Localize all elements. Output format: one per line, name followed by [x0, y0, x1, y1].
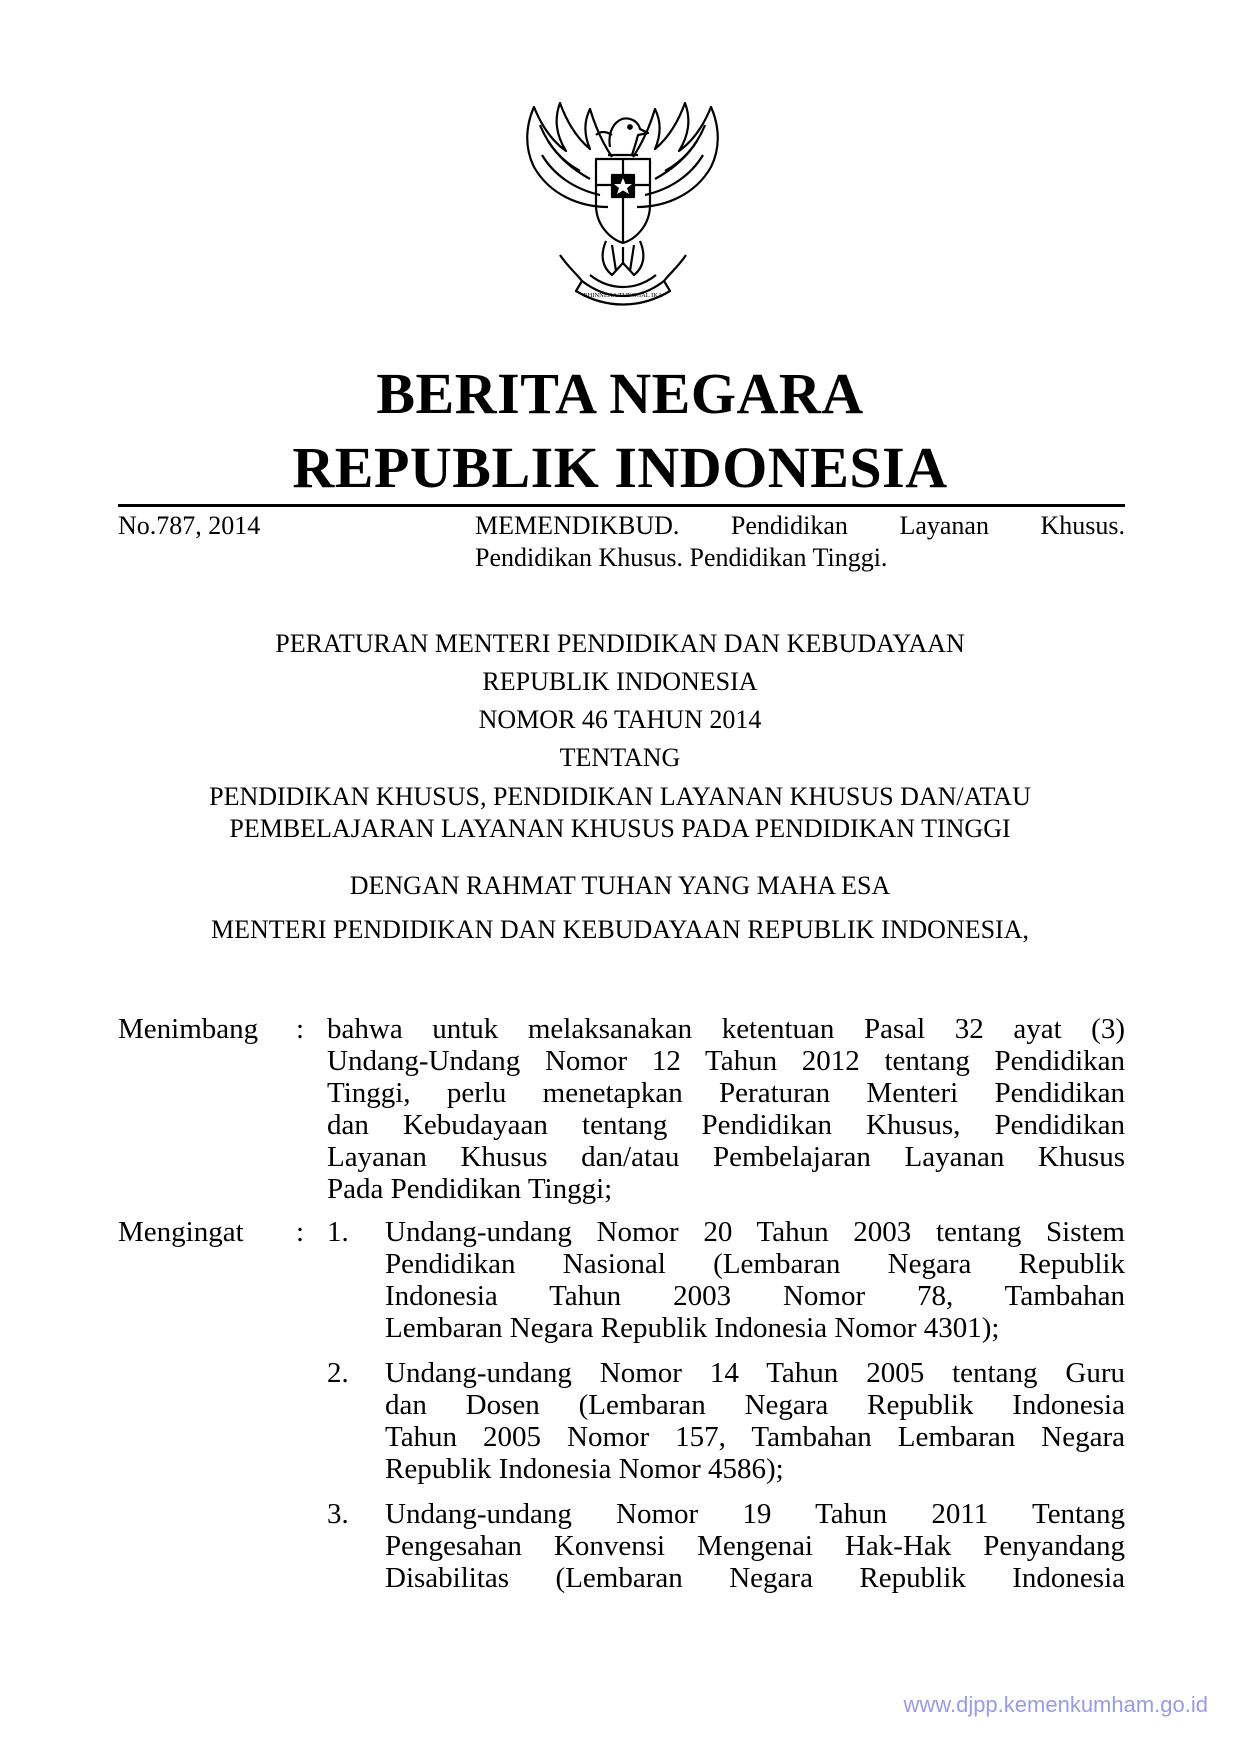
menimbang-text — [327, 1013, 1125, 1205]
text-line: Undang-Undang Nomor 12 Tahun 2012 tentang Pendidikan — [327, 1045, 1125, 1077]
mengingat-colon: : — [296, 1216, 305, 1248]
gazette-title-line2: REPUBLIK INDONESIA — [292, 435, 948, 500]
text-line: Disabilitas (Lembaran Negara Republik Indonesia — [385, 1562, 1125, 1594]
regulation-subject-line: PENDIDIKAN KHUSUS, PENDIDIKAN LAYANAN KHUSUS DAN/ATAU — [209, 782, 1031, 811]
menimbang-colon: : — [296, 1013, 305, 1045]
regulation-title-line: PERATURAN MENTERI PENDIDIKAN DAN KEBUDAYAAN — [275, 629, 965, 658]
list-item-number: 3. — [327, 1498, 349, 1530]
header-divider — [118, 504, 1125, 507]
list-item-number: 2. — [327, 1357, 349, 1389]
gazette-subject — [475, 510, 1125, 574]
menimbang-label: Menimbang — [118, 1013, 259, 1045]
text-line: Pada Pendidikan Tinggi; — [327, 1173, 613, 1205]
text-line: Indonesia Tahun 2003 Nomor 78, Tambahan — [385, 1280, 1125, 1312]
text-line: Tahun 2005 Nomor 157, Tambahan Lembaran Negara — [385, 1421, 1125, 1453]
text-line: Lembaran Negara Republik Indonesia Nomor 4301); — [385, 1312, 1000, 1344]
regulation-title-line: REPUBLIK INDONESIA — [482, 667, 758, 696]
text-line: Pengesahan Konvensi Mengenai Hak-Hak Penyandang — [385, 1530, 1125, 1562]
list-item — [385, 1357, 1125, 1485]
list-item — [385, 1498, 1125, 1594]
issuer: MENTERI PENDIDIKAN DAN KEBUDAYAAN REPUBLIK INDONESIA, — [210, 915, 1029, 944]
footer-url: www.djpp.kemenkumham.go.id — [903, 1692, 1208, 1717]
mengingat-label: Mengingat — [118, 1216, 244, 1248]
text-line: Republik Indonesia Nomor 4586); — [385, 1453, 784, 1485]
regulation-about: TENTANG — [559, 743, 681, 772]
list-item — [385, 1216, 1125, 1344]
list-item-number: 1. — [327, 1216, 349, 1248]
text-line: Pendidikan Nasional (Lembaran Negara Republik — [385, 1248, 1125, 1280]
gazette-subject-line: MEMENDIKBUD. Pendidikan Layanan Khusus. — [475, 511, 1125, 540]
emblem-motto: BHINNEKA TUNGGAL IKA — [583, 292, 663, 299]
text-line: bahwa untuk melaksanakan ketentuan Pasal 32 ayat (3) — [327, 1013, 1125, 1045]
gazette-title-line1: BERITA NEGARA — [376, 361, 864, 426]
text-line: Undang-undang Nomor 14 Tahun 2005 tentang Guru — [385, 1357, 1125, 1389]
text-line: Undang-undang Nomor 20 Tahun 2003 tentang Sistem — [385, 1216, 1125, 1248]
text-line: dan Dosen (Lembaran Negara Republik Indonesia — [385, 1389, 1125, 1421]
regulation-number: NOMOR 46 TAHUN 2014 — [478, 705, 762, 734]
invocation: DENGAN RAHMAT TUHAN YANG MAHA ESA — [349, 871, 891, 900]
gazette-subject-line: Pendidikan Khusus. Pendidikan Tinggi. — [475, 543, 888, 572]
text-line: Layanan Khusus dan/atau Pembelajaran Layanan Khusus — [327, 1141, 1125, 1173]
text-line: Tinggi, perlu menetapkan Peraturan Menteri Pendidikan — [327, 1077, 1125, 1109]
garuda-pancasila-emblem-icon — [520, 95, 725, 310]
text-line: dan Kebudayaan tentang Pendidikan Khusus, Pendidikan — [327, 1109, 1125, 1141]
regulation-subject-line: PEMBELAJARAN LAYANAN KHUSUS PADA PENDIDIKAN TINGGI — [229, 814, 1011, 843]
text-line: Undang-undang Nomor 19 Tahun 2011 Tentang — [385, 1498, 1125, 1530]
gazette-number: No.787, 2014 — [118, 511, 261, 540]
